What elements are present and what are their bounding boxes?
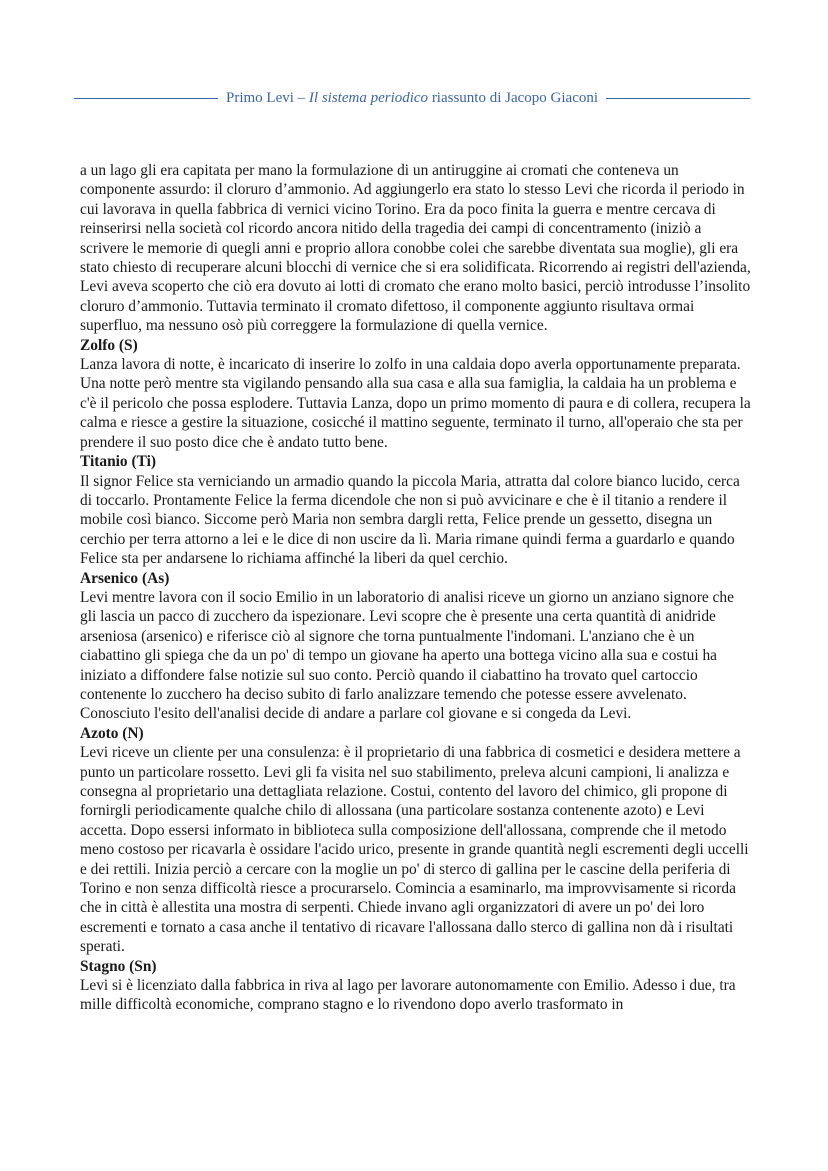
document-body — [80, 161, 752, 1015]
section-text-titanio: Il signor Felice sta verniciando un armadio quando la piccola Maria, attratta dal colore bianco lucido, cerca di toccarlo. Prontamente Felice la ferma dicendole che non si può avvicinare e che è il titanio a rendere il mobile così bianco. Siccome però Maria non sembra dargli retta, Felice prende un gessetto, disegna un cerchio per terra attorno a lei e le dice di non uscire da lì. Maria rimane quindi ferma a guardarlo e quando Felice sta per andarsene lo richiama affinché la liberi da quel cerchio. — [80, 472, 740, 568]
header-rule-right — [606, 98, 750, 99]
section-text-azoto: Levi riceve un cliente per una consulenza: è il proprietario di una fabbrica di cosmetici e desidera mettere a punto un particolare rossetto. Levi gli fa visita nel suo stabilimento, preleva alcuni campioni, li analizza e consegna al proprietario una dettagliata relazione. Costui, contento del lavoro del chimico, gli propone di fornirgli periodicamente qualche chilo di allossana (una particolare sostanza contenente azoto) e Levi accetta. Dopo essersi informato in biblioteca sulla composizione dell'allossana, comprende che il metodo meno costoso per ricavarla è ossidare l'acido urico, presente in grande quantità negli escrementi degli uccelli e dei rettili. Inizia perciò a cercare con la moglie un po' di sterco di gallina per le cascine della periferia di Torino e non senza difficoltà riesce a procurarselo. Comincia a esaminarlo, ma improvvisamente si ricorda che in città è allestita una mostra di serpenti. Chiede invano agli organizzatori di avere un po' dei loro escrementi e tornato a casa anche il tentativo di ricavare l'allossana dallo sterco di gallina non dà i risultati sperati. — [80, 744, 749, 956]
header-author: Primo Levi – — [225, 90, 309, 106]
header-rule-left — [74, 98, 218, 99]
section-text-arsenico: Levi mentre lavora con il socio Emilio in un laboratorio di analisi riceve un giorno un anziano signore che gli lascia un pacco di zucchero da ispezionare. Levi scopre che è presente una certa quantità di anidride arseniosa (arsenico) e riferisce ciò al signore che torna puntualmente l'indomani. L'anziano che è un ciabattino gli spiega che da un po' di tempo un giovane ha aperto una bottega vicino alla sua e costui ha iniziato a diffondere false notizie sul suo conto. Perciò quando il ciabattino ha trovato quel cartoccio contenente lo zucchero ha deciso subito di farlo analizzare temendo che potesse essere avvelenato. Conosciuto l'esito dell'analisi decide di andare a parlare col giovane e si congeda da Levi. — [80, 588, 734, 723]
section-text-stagno: Levi si è licenziato dalla fabbrica in riva al lago per lavorare autonomamente con Emilio. Adesso i due, tra mille difficoltà economiche, comprano stagno e lo rivendono dopo averlo trasformato in — [80, 977, 736, 1014]
header-text — [226, 88, 598, 108]
header-suffix: riassunto di Jacopo Giaconi — [428, 90, 599, 106]
running-header — [74, 88, 750, 108]
section-heading-zolfo: Zolfo (S) — [80, 336, 138, 354]
intro-paragraph: a un lago gli era capitata per mano la formulazione di un antiruggine ai cromati che conteneva un componente assurdo: il cloruro d’ammonio. Ad aggiungerlo era stato lo stesso Levi che ricorda il periodo in cui lavorava in quella fabbrica di vernici vicino Torino. Era da poco finita la guerra e mentre cercava di reinserirsi nella società col ricordo ancora nitido della tragedia dei campi di concentramento (iniziò a scrivere le memorie di quegli anni e proprio allora conobbe colei che sarebbe diventata sua moglie), gli era stato chiesto di recuperare alcuni blocchi di vernice che si era solidificata. Ricorrendo ai registri dell'azienda, Levi aveva scoperto che ciò era dovuto ai lotti di cromato che erano molto basici, perciò introdusse l’insolito cloruro d’ammonio. Tuttavia terminato il cromato difettoso, il componente aggiunto risultava ormai superfluo, ma nessuno osò più correggere la formulazione di quella vernice. — [80, 162, 751, 335]
section-heading-titanio: Titanio (Ti) — [80, 453, 156, 471]
section-heading-azoto: Azoto (N) — [80, 724, 144, 742]
section-heading-arsenico: Arsenico (As) — [80, 569, 170, 587]
section-text-zolfo: Lanza lavora di notte, è incaricato di inserire lo zolfo in una caldaia dopo averla opportunamente preparata. Una notte però mentre sta vigilando pensando alla sua casa e alla sua famiglia, la caldaia ha un problema e c'è il pericolo che possa esplodere. Tuttavia Lanza, dopo un primo momento di paura e di collera, recupera la calma e riesce a gestire la situazione, cosicché il mattino seguente, terminato il turno, all'operaio che sta per prendere il suo posto dice che è andato tutto bene. — [80, 356, 751, 451]
section-heading-stagno: Stagno (Sn) — [80, 957, 157, 975]
header-book-title: Il sistema periodico — [308, 90, 429, 106]
